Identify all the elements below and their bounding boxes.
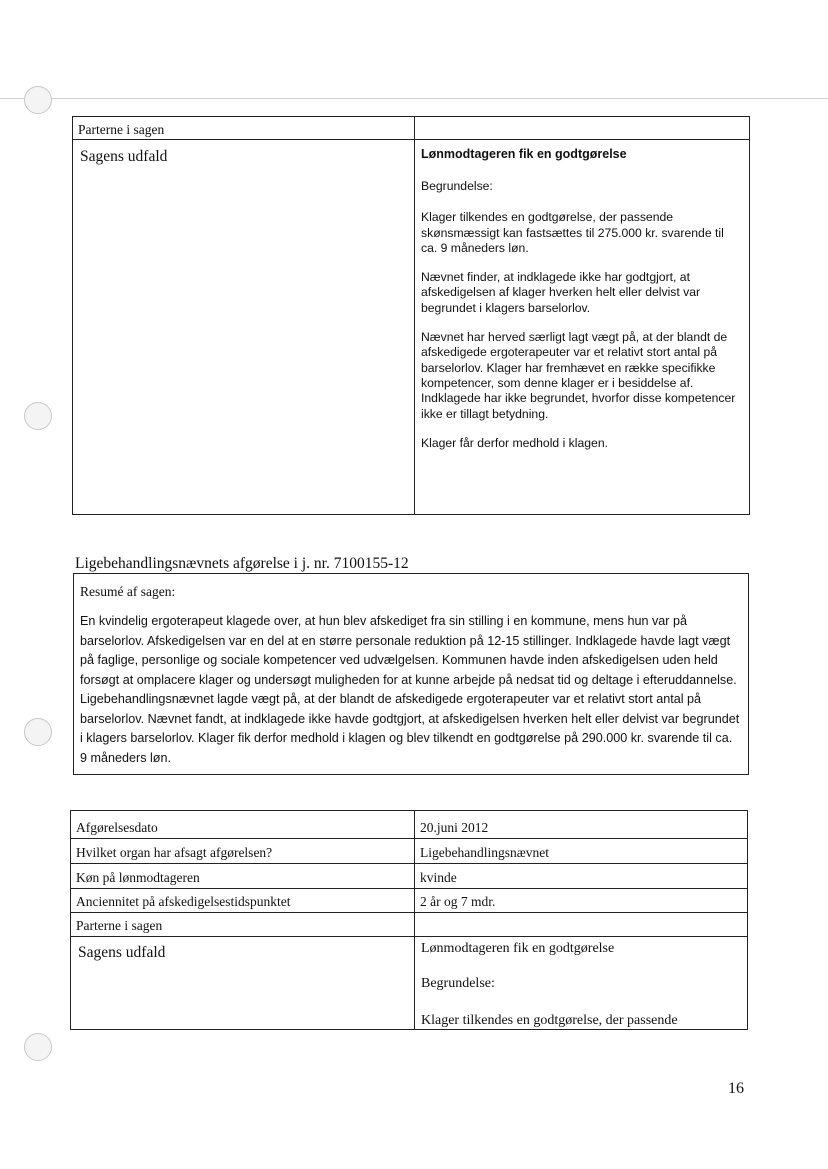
row-label: Parterne i sagen: [73, 117, 415, 140]
table-row: [71, 839, 748, 864]
table-row: [71, 889, 748, 913]
outcome-content-cell: [415, 140, 750, 515]
case-details-table-top: [72, 116, 750, 515]
row-value: kvinde: [415, 864, 748, 889]
punch-hole: [24, 718, 52, 746]
row-value: 2 år og 7 mdr.: [415, 889, 748, 913]
outcome-label: Sagens udfald: [78, 944, 166, 961]
case-details-table-bottom: [70, 810, 748, 1030]
table-row: [71, 811, 748, 839]
outcome-label-cell: [73, 140, 415, 515]
case-title: Ligebehandlingsnævnets afgørelse i j. nr. 7100155-12: [75, 555, 409, 572]
row-value: Ligebehandlingsnævnet: [415, 839, 748, 864]
table-row: [71, 913, 748, 937]
outcome-paragraph: Klager tilkendes en godtgørelse, der passende: [421, 1013, 678, 1028]
case-summary-box: [73, 573, 749, 775]
punch-hole: [24, 86, 52, 114]
row-label: Hvilket organ har afsagt afgørelsen?: [71, 839, 415, 864]
row-value: [415, 117, 750, 140]
table-row: [73, 140, 750, 515]
outcome-label: Sagens udfald: [80, 148, 168, 165]
row-label: Køn på lønmodtageren: [71, 864, 415, 889]
punch-hole: [24, 1033, 52, 1061]
outcome-paragraph: Begrundelse:: [421, 179, 493, 193]
row-value: 20.juni 2012: [415, 811, 748, 839]
outcome-paragraph: Nævnet har herved særligt lagt vægt på, at der blandt de afskedigede ergoterapeuter var et relativt stort antal på barselorlov. Klager har fremhævet en række specifikke kompetencer, som denne klager er i besiddelse af. Indklagede har ikke begrundet, hvorfor disse kompetencer ikke er tillagt betydning.: [421, 330, 736, 421]
row-label: Parterne i sagen: [71, 913, 415, 937]
table-row: [73, 117, 750, 140]
outcome-heading: Lønmodtageren fik en godtgørelse: [421, 147, 627, 161]
row-value: [415, 913, 748, 937]
outcome-paragraph: Klager tilkendes en godtgørelse, der passende skønsmæssigt kan fastsættes til 275.000 kr. svarende til ca. 9 måneders løn.: [421, 210, 724, 255]
row-label: Anciennitet på afskedigelsestidspunktet: [71, 889, 415, 913]
page-number: 16: [728, 1080, 744, 1097]
summary-label: Resumé af sagen:: [80, 584, 176, 599]
outcome-label-cell: [71, 937, 415, 1030]
table-row: [71, 864, 748, 889]
outcome-heading: Lønmodtageren fik en godtgørelse: [421, 941, 615, 956]
row-label: Afgørelsesdato: [71, 811, 415, 839]
table-row: [71, 937, 748, 1030]
scan-edge-line: [0, 98, 828, 99]
outcome-paragraph: Begrundelse:: [421, 976, 495, 991]
summary-text: En kvindelig ergoterapeut klagede over, at hun blev afskediget fra sin stilling i en kommune, mens hun var på barselorlov. Afskedigelsen var en del at en større personale reduktion på 12-15 stillinger. Indklagede havde lagt vægt på faglige, personlige og sociale kompetencer ved udvælgelsen. Kommunen havde inden afskedigelsen uden held forsøgt at omplacere klager og undersøgt muligheden for at kunne arbejde på nedsat tid og deltage i efteruddannelse. Ligebehandlingsnævnet lagde vægt på, at der blandt de afskedigede ergoterapeuter var et relativt stort antal på barselorlov. Nævnet fandt, at indklagede ikke havde godtgjort, at afskedigelsen hverken helt eller delvist var begrundet i klagers barselorlov. Klager fik derfor medhold i klagen og blev tilkendt en godtgørelse på 290.000 kr. svarende til ca. 9 måneders løn.: [80, 614, 740, 765]
outcome-paragraph: Klager får derfor medhold i klagen.: [421, 435, 608, 450]
outcome-content-cell: [415, 937, 748, 1030]
punch-hole: [24, 402, 52, 430]
outcome-paragraph: Nævnet finder, at indklagede ikke har godtgjort, at afskedigelsen af klager hverken helt eller delvist var begrundet i klagers barselorlov.: [421, 270, 701, 315]
